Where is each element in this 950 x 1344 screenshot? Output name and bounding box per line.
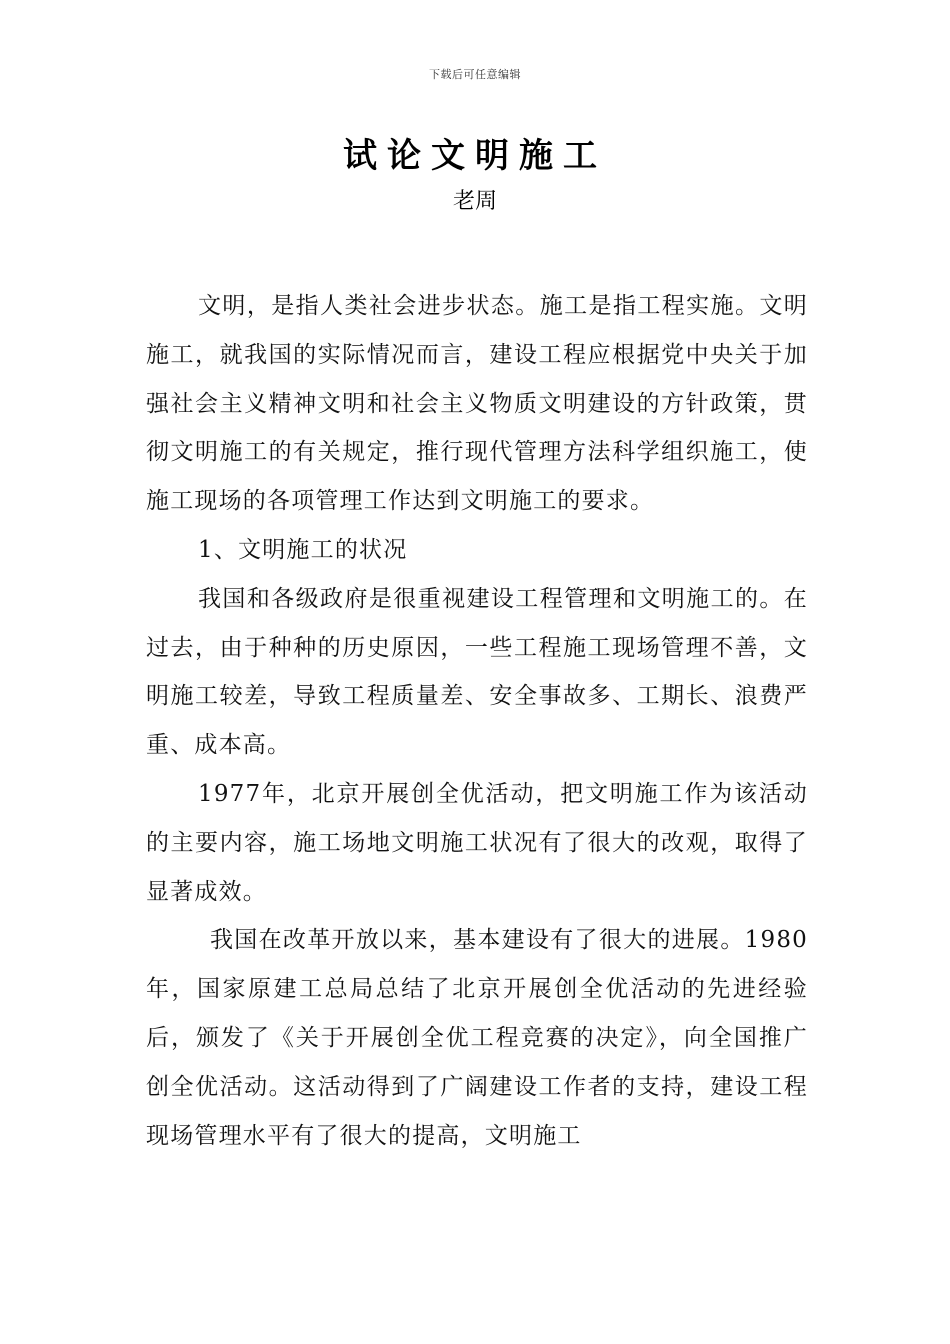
document-body <box>146 282 808 1160</box>
document-title: 试论文明施工 <box>343 136 607 176</box>
header-note: 下载后可任意编辑 <box>429 68 521 81</box>
document-author: 老周 <box>452 189 497 214</box>
paragraph-intro: 文明，是指人类社会进步状态。施工是指工程实施。文明施工，就我国的实际情况而言，建设工程应根据党中央关于加强社会主义精神文明和社会主义物质文明建设的方针政策，贯彻文明施工的有关规定，推行现代管理方法科学组织施工，使施工现场的各项管理工作达到文明施工的要求。 <box>146 293 808 515</box>
paragraph-status: 我国和各级政府是很重视建设工程管理和文明施工的。在过去，由于种种的历史原因，一些工程施工现场管理不善，文明施工较差，导致工程质量差、安全事故多、工期长、浪费严重、成本高。 <box>146 585 808 759</box>
paragraph-reform: 我国在改革开放以来，基本建设有了很大的进展。1980年，国家原建工总局总结了北京开展创全优活动的先进经验后，颁发了《关于开展创全优工程竞赛的决定》，向全国推广创全优活动。这活动得到了广阔建设工作者的支持，建设工程现场管理水平有了很大的提高，文明施工 <box>146 927 808 1149</box>
section-heading: 1、文明施工的状况 <box>198 536 408 563</box>
paragraph-1977: 1977年，北京开展创全优活动，把文明施工作为该活动的主要内容，施工场地文明施工状况有了很大的改观，取得了显著成效。 <box>146 780 808 905</box>
